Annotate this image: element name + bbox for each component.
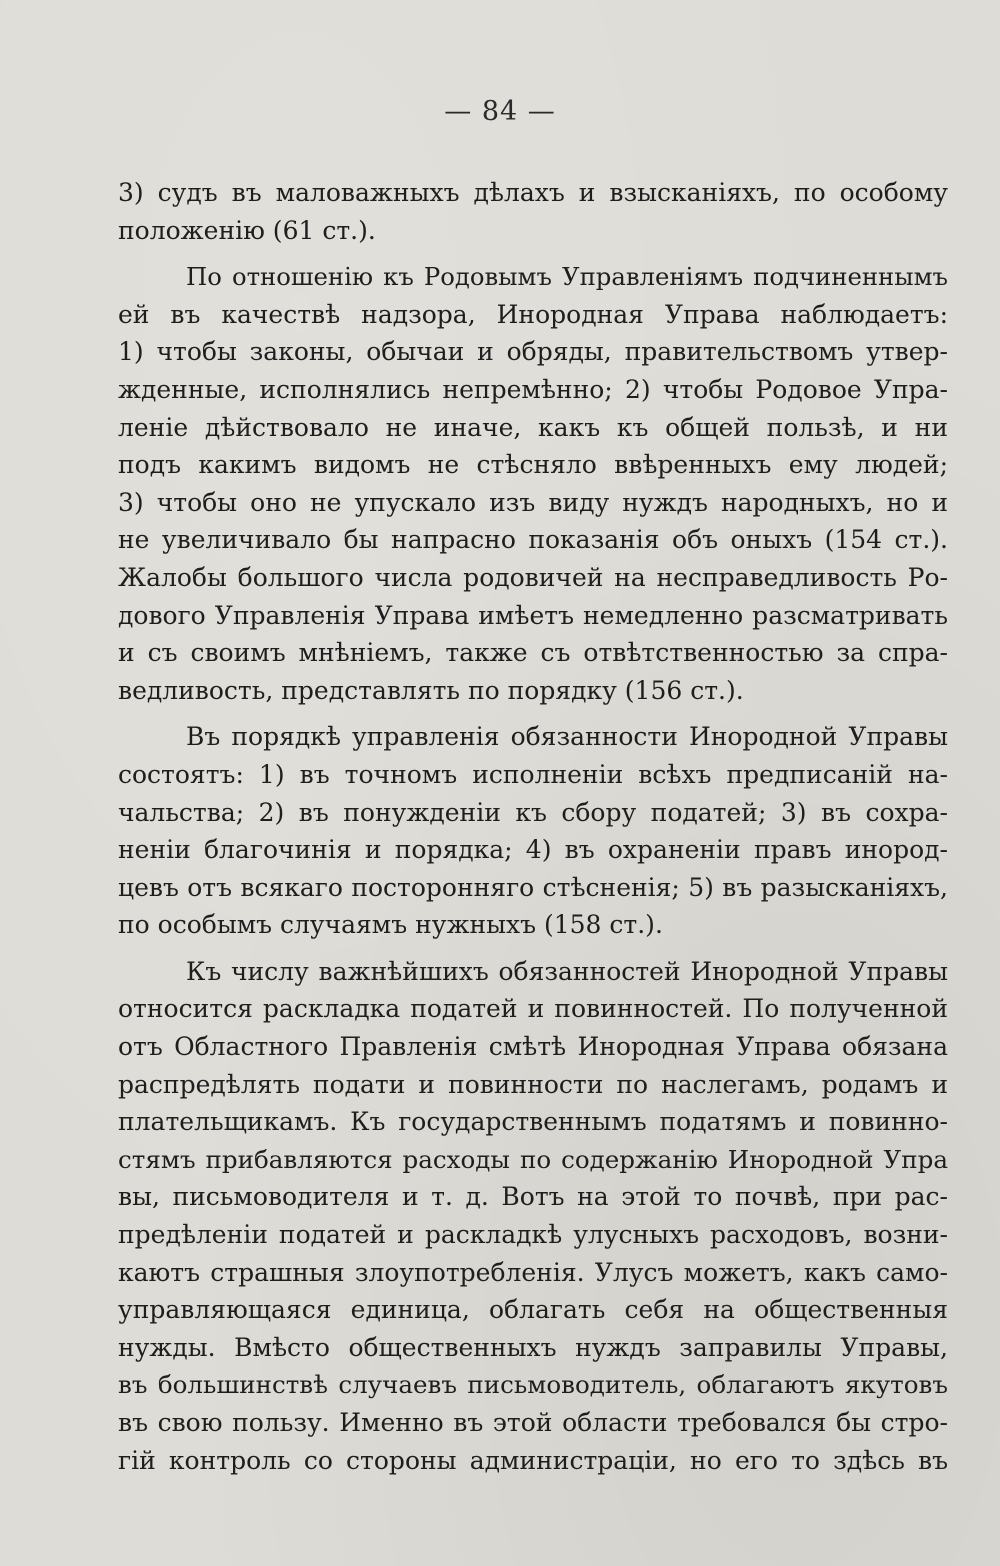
- text-line: управляющаяся единица, облагать себя на общественныя: [118, 1295, 948, 1325]
- text-line: каютъ страшныя злоупотребленiя. Улусъ можетъ, какъ само-: [118, 1257, 948, 1287]
- text-line: 3) чтобы оно не упускало изъ виду нуждъ народныхъ, но и: [118, 487, 948, 517]
- text-line: Къ числу важнѣйшихъ обязанностей Инородной Управы: [186, 956, 948, 986]
- text-line: По отношенiю къ Родовымъ Управленiямъ подчиненнымъ: [186, 262, 948, 292]
- text-line: нужды. Вмѣсто общественныхъ нуждъ заправилы Управы,: [118, 1332, 948, 1362]
- text-line: чальства; 2) въ понужденiи къ сбору податей; 3) въ сохра-: [118, 797, 948, 827]
- text-line: Въ порядкѣ управленiя обязанности Инородной Управы: [186, 722, 948, 752]
- text-line: подъ какимъ видомъ не стѣсняло ввѣренныхъ ему людей;: [118, 450, 948, 480]
- text-line: Жалобы большого числа родовичей на несправедливость Ро-: [118, 562, 948, 592]
- text-line: 1) чтобы законы, обычаи и обряды, правительствомъ утвер-: [118, 337, 948, 367]
- text-line: ведливость, представлять по порядку (156 ст.).: [118, 675, 744, 705]
- text-line: цевъ отъ всякаго посторонняго стѣсненiя; 5) въ разысканiяхъ,: [118, 872, 948, 902]
- text-line: въ большинствѣ случаевъ письмоводитель, облагаютъ якутовъ: [118, 1370, 948, 1400]
- text-line: 3) судъ въ маловажныхъ дѣлахъ и взысканiяхъ, по особому: [118, 178, 948, 207]
- text-line: ей въ качествѣ надзора, Инородная Управа наблюдаетъ:: [118, 299, 948, 329]
- text-line: состоятъ: 1) въ точномъ исполненiи всѣхъ предписанiй на-: [118, 759, 948, 789]
- text-line: отъ Областного Правленiя смѣтѣ Инородная Управа обязана: [118, 1032, 948, 1062]
- paragraph-1: [118, 174, 948, 249]
- page-number: — 84 —: [444, 96, 556, 127]
- text-line: дового Управленiя Управа имѣетъ немедленно разсматривать: [118, 600, 948, 630]
- text-line: по особымъ случаямъ нужныхъ (158 ст.).: [118, 910, 663, 940]
- text-line: вы, письмоводителя и т. д. Вотъ на этой то почвѣ, при рас-: [118, 1182, 948, 1212]
- body-text: [118, 174, 948, 1479]
- text-line: предѣленiи податей и раскладкѣ улусныхъ расходовъ, возни-: [118, 1220, 948, 1250]
- paragraph-3: [118, 718, 948, 944]
- text-line: распредѣлять подати и повинности по наслегамъ, родамъ и: [118, 1069, 948, 1099]
- text-line: ленiе дѣйствовало не иначе, какъ къ общей пользѣ, и ни: [118, 412, 948, 442]
- text-line: плательщикамъ. Къ государственнымъ податямъ и повинно-: [118, 1107, 948, 1137]
- text-line: жденные, исполнялись непремѣнно; 2) чтобы Родовое Упра-: [118, 374, 948, 404]
- text-line: положенiю (61 ст.).: [118, 215, 376, 245]
- text-line: стямъ прибавляются расходы по содержанiю Инородной Упра: [118, 1144, 948, 1174]
- paragraph-2: [118, 258, 948, 709]
- text-line: и съ своимъ мнѣнiемъ, также съ отвѣтственностью за спра-: [118, 638, 948, 668]
- text-line: въ свою пользу. Именно въ этой области требовался бы стро-: [118, 1408, 948, 1437]
- text-line: не увеличивало бы напрасно показанiя объ оныхъ (154 ст.).: [118, 525, 948, 555]
- text-line: гiй контроль со стороны администрацiи, но его то здѣсь въ: [118, 1445, 948, 1475]
- text-line: относится раскладка податей и повинностей. По полученной: [118, 994, 948, 1024]
- text-line: ненiи благочинiя и порядка; 4) въ охраненiи правъ инород-: [118, 835, 948, 865]
- paragraph-4: [118, 953, 948, 1479]
